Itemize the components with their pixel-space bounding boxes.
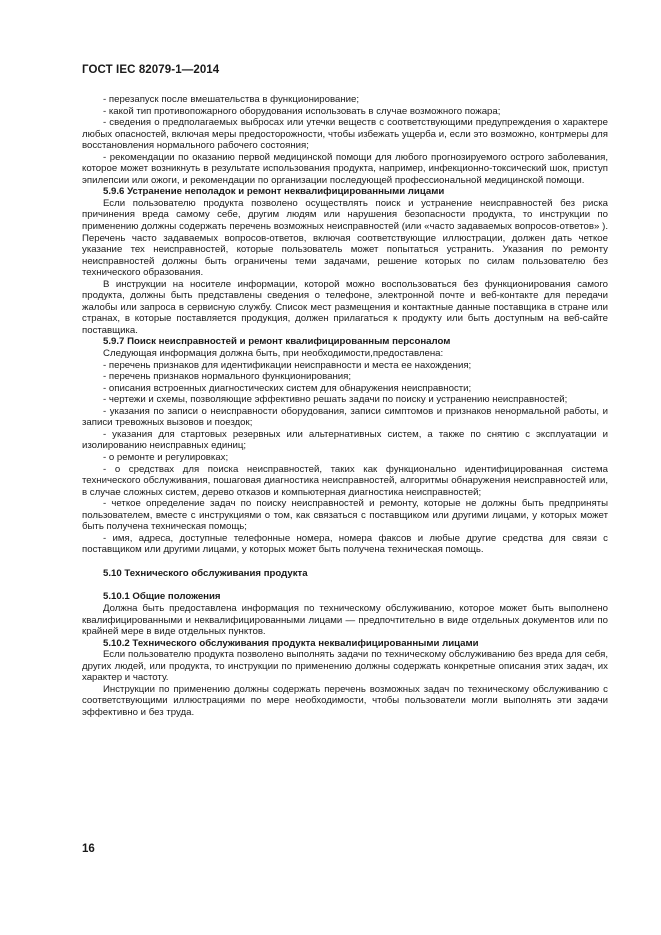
section-heading: 5.9.7 Поиск неисправностей и ремонт квалифицированным персоналом: [103, 336, 451, 348]
paragraph: - описания встроенных диагностических систем для обнаружения неисправности;: [103, 382, 472, 394]
paragraph: - сведения о предполагаемых выбросах или утечки веществ с соответствующими предупреждения о характере любых опасностей, включая меры предосторожности, чтобы избежать ущерба и, если это возможно, контрмеры для восстановления нормального рабочего состояния;: [82, 117, 608, 152]
page-number: 16: [82, 843, 95, 855]
paragraph: - какой тип противопожарного оборудования использовать в случае возможного пожара;: [103, 105, 501, 117]
paragraph: - чертежи и схемы, позволяющие эффективно решать задачи по поиску и устранению неисправностей;: [103, 394, 568, 406]
paragraph: - рекомендации по оказанию первой медицинской помощи для любого прогнозируемого острого заболевания, которое может возникнуть в результате использования продукта, например, инфекционно-токсический шок, приступ эпилепсии или ожоги, и рекомендации по организации последующей профессиональной медицинской помощи.: [82, 151, 608, 186]
paragraph: - указания для стартовых резервных или альтернативных систем, а также по снятию с эксплуатации и изолированию неисправных единиц;: [82, 428, 608, 452]
paragraph: Инструкции по применению должны содержать перечень возможных задач по техническому обслуживанию с соответствующими иллюстрациями по мере необходимости, чтобы пользователи могли выполнять эти задачи эффективно и без труда.: [82, 683, 608, 718]
section-heading: 5.10.2 Технического обслуживания продукта неквалифицированными лицами: [103, 637, 479, 649]
paragraph: - четкое определение задач по поиску неисправностей и ремонту, которые не должны быть предприняты пользователем, вместе с инструкциями о том, как связаться с поставщиком или другими лицами, у которых может быть получена техническая помощь;: [82, 498, 608, 533]
document-body: [82, 94, 608, 718]
paragraph: - указания по записи о неисправности оборудования, записи симптомов и признаков ненормальной работы, и записи тревожных вызовов и поездок;: [82, 405, 608, 429]
paragraph: - имя, адреса, доступные телефонные номера, номера факсов и любые другие средства для связи с поставщиком или другими лицами, у которых может быть получена техническая помощь.: [82, 532, 608, 556]
paragraph: - перезапуск после вмешательства в функционирование;: [103, 94, 360, 105]
section-heading: 5.9.6 Устранение неполадок и ремонт неквалифицированными лицами: [103, 186, 445, 198]
paragraph: Должна быть предоставлена информация по техническому обслуживанию, которое может быть выполнено квалифицированными и неквалифицированными лицами — предпочтительно в виде отдельных документов или по крайней мере в виде отдельных пунктов.: [82, 602, 608, 638]
paragraph: - о ремонте и регулировках;: [103, 451, 229, 463]
paragraph: - о средствах для поиска неисправностей, таких как функционально идентифицированная система технического обслуживания, пошаговая диагностика неисправностей, алгоритмы обнаружения неисправностей или, в случае сложных систем, дерево отказов и компьютерная диагностика неисправностей;: [82, 463, 608, 498]
section-heading: 5.10.1 Общие положения: [103, 591, 221, 603]
paragraph: Если пользователю продукта позволено выполнять задачи по техническому обслуживанию без вреда для себя, других людей, или продукта, то инструкции по применению должны содержать конкретные описания этих задач, их характер и частоту.: [82, 649, 608, 684]
document-header: ГОСТ IEC 82079-1—2014: [82, 64, 220, 76]
paragraph: Если пользователю продукта позволено осуществлять поиск и устранение неисправностей без риска причинения вреда самому себе, другим людям или нарушения безопасности продукта, то инструкции по применению должны содержать перечень возможных неисправностей (или «часто задаваемых вопросов-ответов» ). Перечень часто задаваемых вопросов-ответов, включая соответствующие иллюстрации, должен дать четкое указание тех неисправностей, которые пользователь может попытаться устранить. Указания по ремонту неисправностей должны быть ограничены теми задачами, решение которых по силам пользователю без технического образования.: [82, 197, 608, 279]
paragraph: - перечень признаков для идентификации неисправности и места ее нахождения;: [103, 359, 472, 371]
paragraph: В инструкции на носителе информации, которой можно воспользоваться без функционирования самого продукта, должны быть представлены сведения о телефоне, электронной почте и веб-контакте для передачи жалобы или запроса в сервисную службу. Список мест размещения и контактные данные поставщика в стране или странах, в которые поставляется продукция, должен прилагаться к продукту или быть доступным на веб-сайте поставщика.: [82, 278, 608, 336]
paragraph: Следующая информация должна быть, при необходимости,предоставлена:: [103, 348, 444, 360]
section-heading: 5.10 Технического обслуживания продукта: [103, 567, 308, 579]
paragraph: - перечень признаков нормального функционирования;: [103, 371, 352, 383]
